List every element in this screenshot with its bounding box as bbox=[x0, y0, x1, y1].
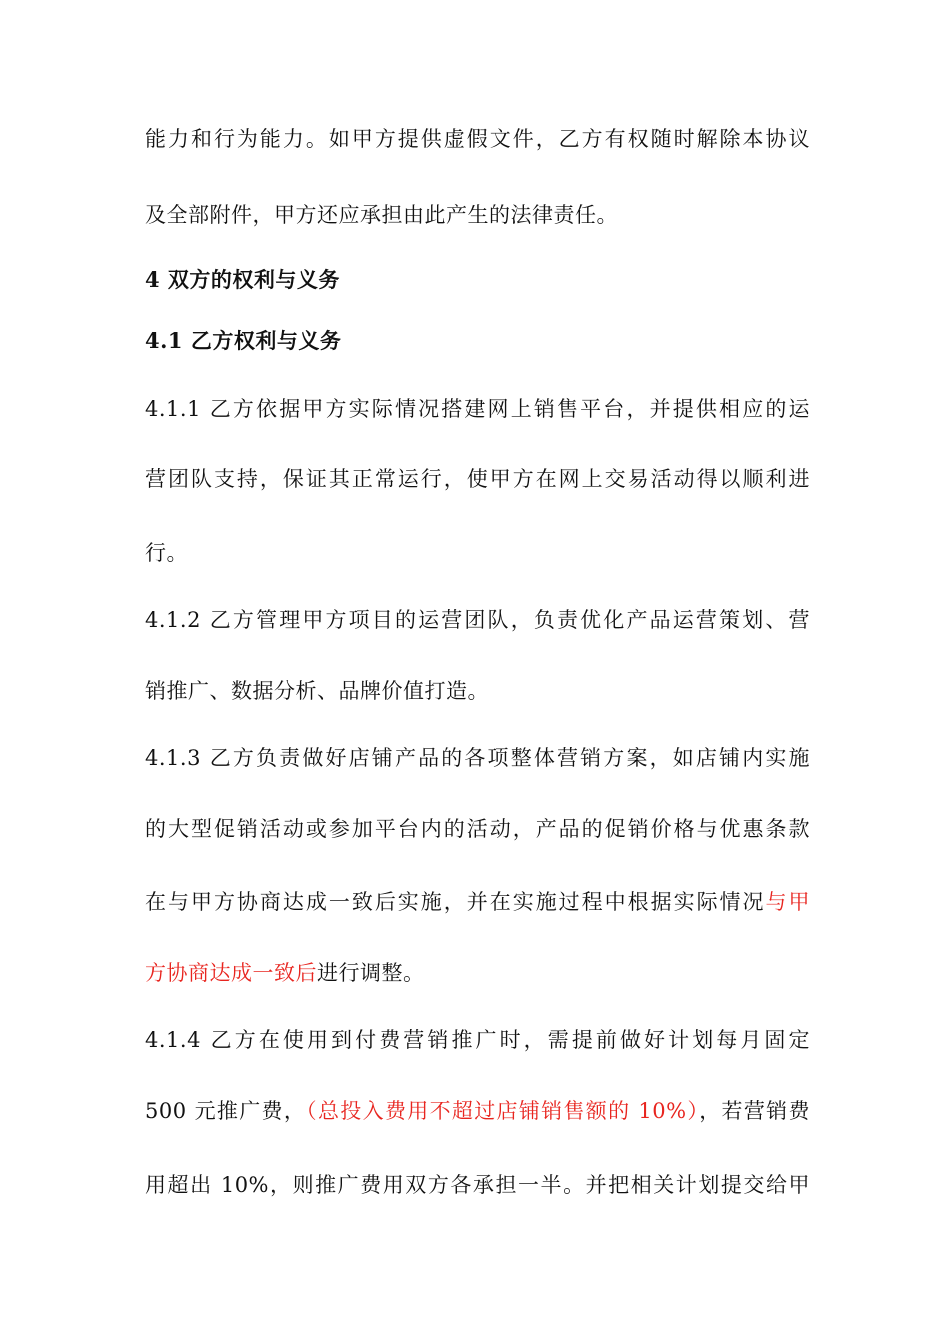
highlighted-text: 与甲 bbox=[765, 890, 810, 914]
paragraph-line: 营团队支持，保证其正常运行，使甲方在网上交易活动得以顺利进 bbox=[145, 467, 810, 491]
line-text: 进行调整。 bbox=[317, 961, 425, 985]
subsection-heading: 4.1 乙方权利与义务 bbox=[145, 328, 342, 353]
paragraph-line bbox=[145, 958, 810, 988]
paragraph-line: 4.1.3 乙方负责做好店铺产品的各项整体营销方案，如店铺内实施 bbox=[145, 746, 810, 770]
line-text: ，若营销费 bbox=[699, 1099, 811, 1123]
paragraph-line bbox=[145, 1096, 810, 1126]
paragraph-line: 4.1.1 乙方依据甲方实际情况搭建网上销售平台，并提供相应的运 bbox=[145, 397, 810, 421]
paragraph-line: 及全部附件，甲方还应承担由此产生的法律责任。 bbox=[145, 203, 618, 227]
highlighted-text: 方协商达成一致后 bbox=[145, 961, 317, 985]
line-text: 在与甲方协商达成一致后实施，并在实施过程中根据实际情况 bbox=[145, 890, 766, 914]
paragraph-line: 行。 bbox=[145, 541, 188, 565]
highlighted-text: （总投入费用不超过店铺销售额的 10%） bbox=[306, 1099, 700, 1123]
paragraph-line: 销推广、数据分析、品牌价值打造。 bbox=[145, 679, 489, 703]
line-text: 500 元推广费， bbox=[145, 1099, 307, 1123]
paragraph-line: 能力和行为能力。如甲方提供虚假文件，乙方有权随时解除本协议 bbox=[145, 127, 810, 151]
paragraph-line bbox=[145, 887, 810, 917]
paragraph-line: 用超出 10%，则推广费用双方各承担一半。并把相关计划提交给甲 bbox=[145, 1173, 810, 1197]
section-heading: 4 双方的权利与义务 bbox=[145, 267, 340, 292]
paragraph-line: 的大型促销活动或参加平台内的活动，产品的促销价格与优惠条款 bbox=[145, 817, 810, 841]
paragraph-line: 4.1.2 乙方管理甲方项目的运营团队，负责优化产品运营策划、营 bbox=[145, 608, 810, 632]
paragraph-line: 4.1.4 乙方在使用到付费营销推广时，需提前做好计划每月固定 bbox=[145, 1028, 810, 1052]
